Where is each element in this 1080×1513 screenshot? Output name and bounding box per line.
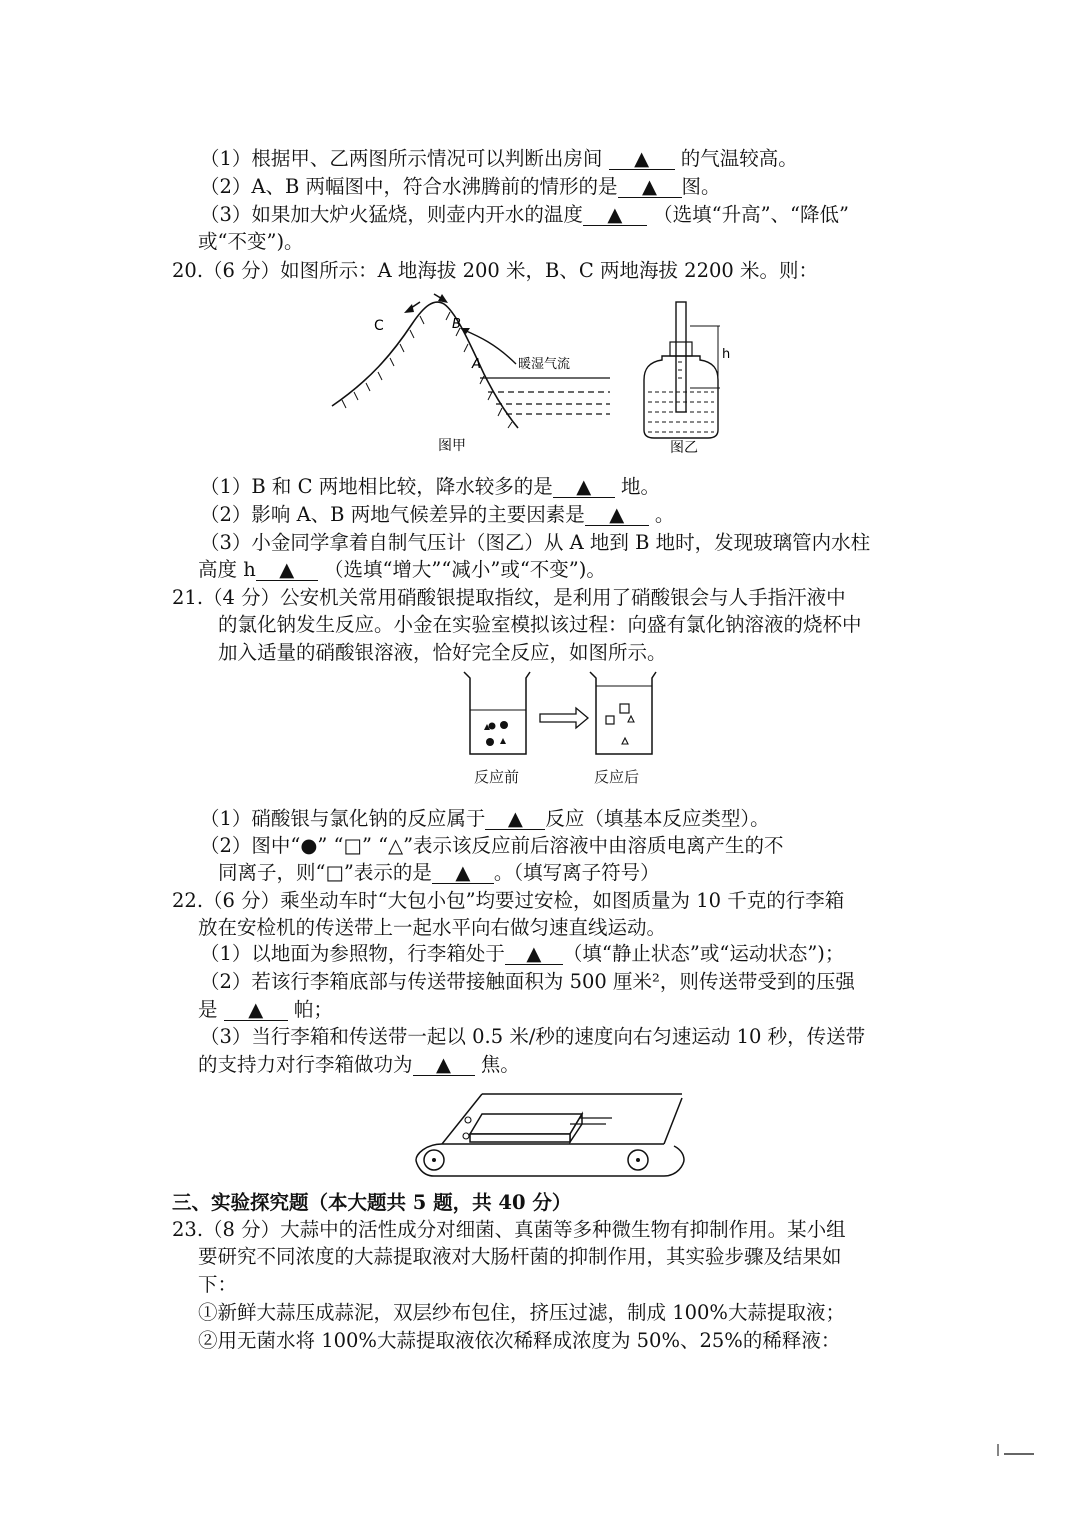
ion-circle — [489, 723, 496, 730]
reaction-arrow-icon — [540, 708, 588, 728]
q21-line-1: 21.（4 分）公安机关常用硝酸银提取指纹，是利用了硝酸银会与人手指汗液中 — [172, 586, 846, 609]
answer-blank[interactable]: ▲ — [553, 477, 615, 498]
ion-circle — [486, 738, 494, 746]
corner-scribble — [994, 1440, 1044, 1460]
q22-sub-2-cont: 是 ▲ 帕； — [198, 998, 333, 1021]
answer-blank[interactable]: ▲ — [618, 177, 682, 198]
mountain-hatching — [342, 312, 512, 428]
q23-step-1: ①新鲜大蒜压成蒜泥，双层纱布包住，挤压过滤，制成 100%大蒜提取液； — [198, 1301, 845, 1324]
q21-line-3: 加入适量的硝酸银溶液，恰好完全反应，如图所示。 — [218, 641, 667, 664]
q21-sub-2-cont: 同离子，则“□”表示的是 ▲ 。（填写离子符号） — [218, 861, 660, 884]
q23-line-1: 23.（8 分）大蒜中的活性成分对细菌、真菌等多种微生物有抑制作用。某小组 — [172, 1218, 846, 1241]
figure-beakers — [460, 668, 680, 760]
answer-blank[interactable]: ▲ — [583, 205, 647, 226]
answer-blank[interactable]: ▲ — [505, 944, 563, 965]
label-C: C — [374, 318, 384, 334]
q19-line-3: （3）如果加大炉火猛烧，则壶内开水的温度 ▲ （选填“升高”、“降低” — [200, 203, 849, 226]
answer-blank[interactable]: ▲ — [485, 809, 545, 830]
q22-sub-3-cont: 的支持力对行李箱做功为 ▲ 焦。 — [198, 1053, 520, 1076]
q20-sub-3-cont: 高度 h ▲ （选填“增大”“减小”或“不变”)。 — [198, 558, 606, 581]
label-B: B — [452, 317, 461, 332]
q21-line-2: 的氯化钠发生反应。小金在实验室模拟该过程：向盛有氯化钠溶液的烧杯中 — [218, 613, 862, 636]
q22-sub-1: （1）以地面为参照物，行李箱处于 ▲ （填“静止状态”或“运动状态”)； — [200, 942, 845, 965]
ion-circle — [500, 721, 508, 729]
q22-sub-2: （2）若该行李箱底部与传送带接触面积为 500 厘米²，则传送带受到的压强 — [200, 970, 855, 993]
ion-triangle — [622, 738, 628, 744]
suitcase — [470, 1114, 582, 1134]
label-warm-moist-airflow: 暖湿气流 — [518, 357, 571, 372]
q20-sub-3: （3）小金同学拿着自制气压计（图乙）从 A 地到 B 地时，发现玻璃管内水柱 — [200, 531, 871, 554]
ion-triangle — [628, 716, 634, 722]
q20-sub-1: （1）B 和 C 两地相比较，降水较多的是 ▲ 地。 — [200, 475, 660, 498]
caption-jia: 图甲 — [438, 438, 466, 454]
q22-line-2: 放在安检机的传送带上一起水平向右做匀速直线运动。 — [198, 916, 667, 939]
answer-blank[interactable]: ▲ — [585, 505, 649, 526]
ion-square — [606, 716, 614, 724]
q23-line-2: 要研究不同浓度的大蒜提取液对大肠杆菌的抑制作用，其实验步骤及结果如 — [198, 1245, 842, 1268]
caption-before: 反应前 — [474, 768, 520, 786]
caption-after: 反应后 — [594, 768, 640, 786]
q19-line-2: （2）A、B 两幅图中，符合水沸腾前的情形的是 ▲ 图。 — [200, 175, 721, 198]
q19-line-1: （1）根据甲、乙两图所示情况可以判断出房间 ▲ 的气温较高。 — [200, 147, 798, 170]
q23-step-2: ②用无菌水将 100%大蒜提取液依次稀释成浓度为 50%、25%的稀释液： — [198, 1329, 841, 1352]
figure-jia-mountain — [320, 288, 620, 460]
label-h: h — [722, 347, 731, 362]
answer-blank[interactable]: ▲ — [609, 149, 675, 170]
q19-line-4: 或“不变”)。 — [198, 230, 304, 253]
figure-yi-barometer — [640, 296, 740, 460]
answer-blank[interactable]: ▲ — [413, 1055, 475, 1076]
ion-triangle — [500, 738, 506, 744]
q20-sub-2: （2）影响 A、B 两地气候差异的主要因素是 ▲ 。 — [200, 503, 675, 526]
answer-blank[interactable]: ▲ — [432, 863, 494, 884]
q22-sub-3: （3）当行李箱和传送带一起以 0.5 米/秒的速度向右匀速运动 10 秒，传送带 — [200, 1025, 866, 1048]
figure-conveyor-belt — [412, 1084, 692, 1184]
caption-yi: 图乙 — [670, 440, 698, 456]
q20-title: 20.（6 分）如图所示：A 地海拔 200 米，B、C 两地海拔 2200 米。则： — [172, 259, 818, 282]
q23-line-3: 下： — [198, 1273, 238, 1296]
label-A: A — [472, 357, 481, 372]
q22-line-1: 22.（6 分）乘坐动车时“大包小包”均要过安检，如图质量为 10 千克的行李箱 — [172, 889, 845, 912]
answer-blank[interactable]: ▲ — [256, 560, 318, 581]
arrow-left-icon — [404, 304, 414, 313]
ion-square — [620, 704, 629, 713]
section-3-heading: 三、实验探究题（本大题共 5 题，共 40 分） — [172, 1191, 572, 1214]
q21-sub-2: （2）图中“●” “□” “△”表示该反应前后溶液中由溶质电离产生的不 — [200, 834, 784, 857]
answer-blank[interactable]: ▲ — [224, 1000, 288, 1021]
q21-sub-1: （1）硝酸银与氯化钠的反应属于 ▲ 反应（填基本反应类型）。 — [200, 807, 770, 830]
